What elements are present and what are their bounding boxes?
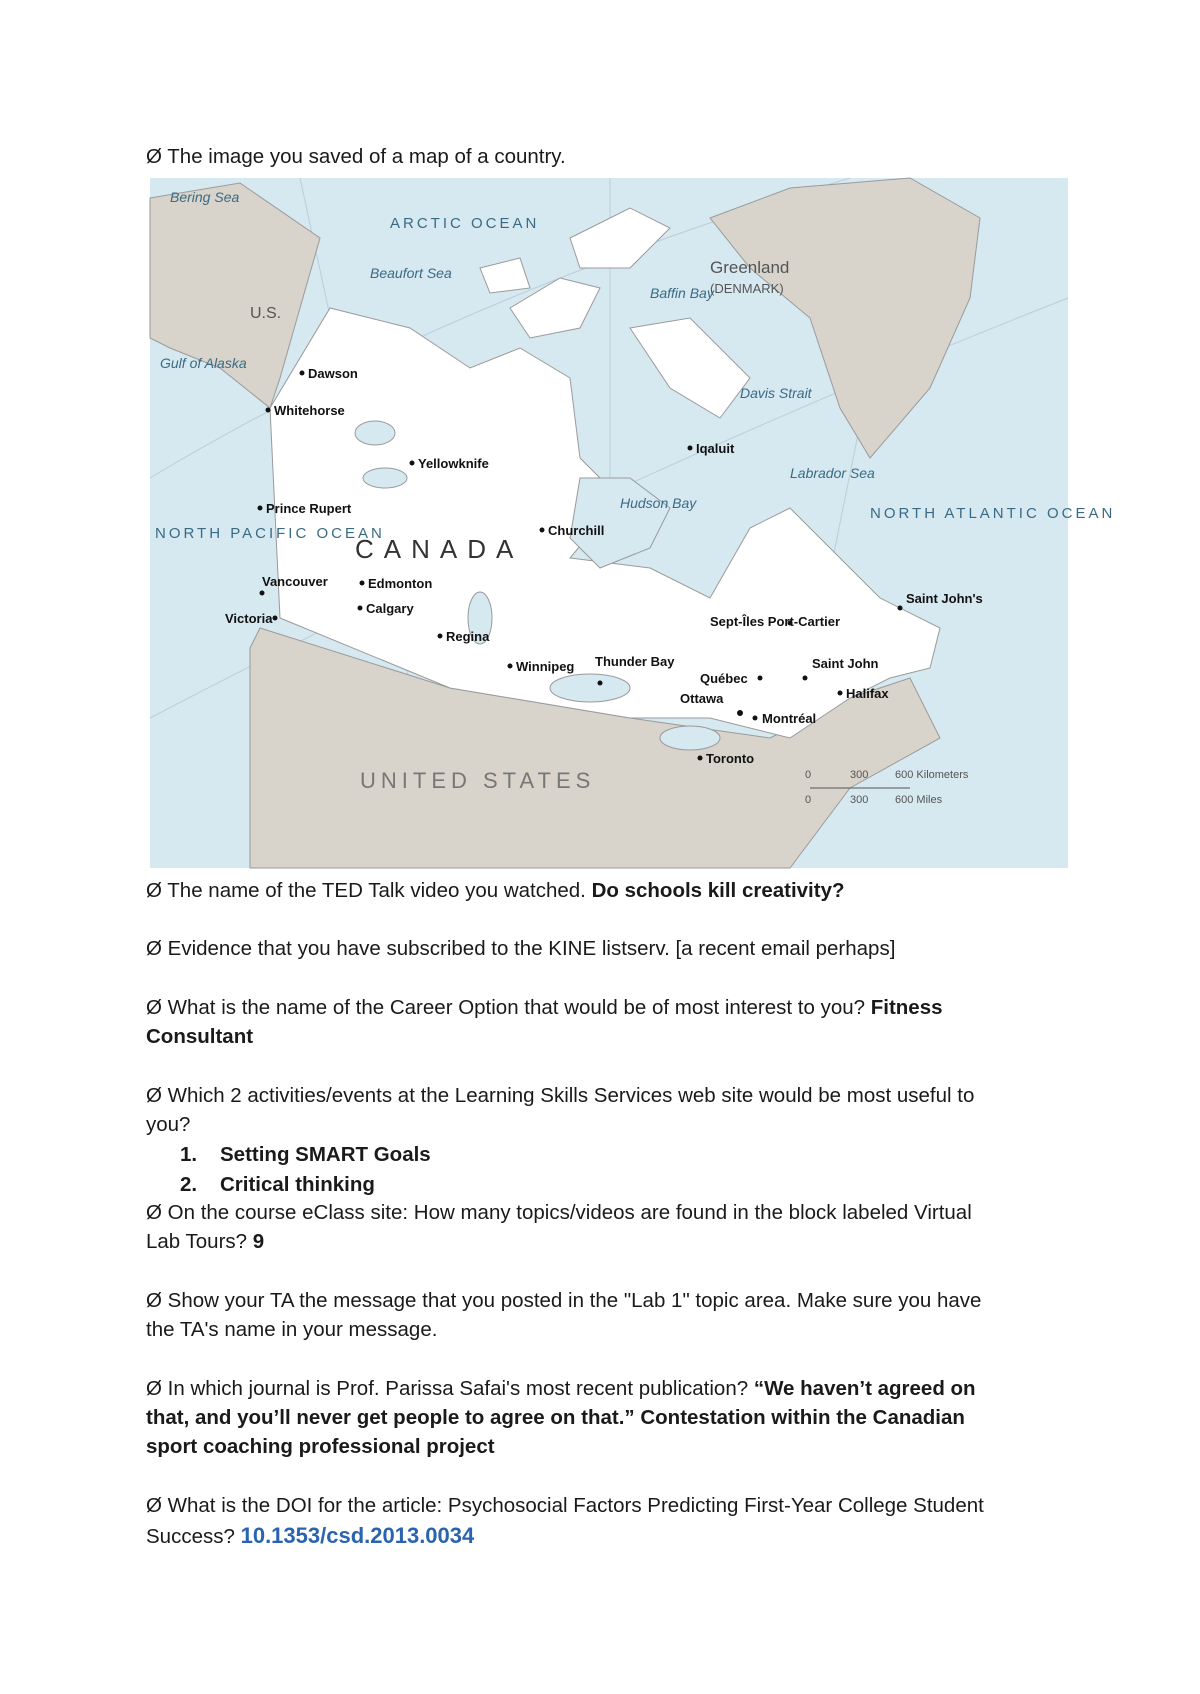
city-quebec: Québec: [700, 671, 748, 686]
city-vancouver: Vancouver: [262, 574, 328, 589]
question-ted: Ø The name of the TED Talk video you watched. Do schools kill creativity?: [146, 879, 845, 902]
city-iqaluit: Iqaluit: [696, 441, 735, 456]
map-label-north-pacific: NORTH PACIFIC OCEAN: [155, 525, 385, 542]
city-thunder-bay: Thunder Bay: [595, 654, 675, 669]
question-text: Show your TA the message that you posted in the "Lab 1" topic area. Make sure you have: [167, 1289, 982, 1312]
answer-text: 9: [252, 1230, 265, 1253]
question-text: Evidence that you have subscribed to the KINE listserv. [a recent email perhaps]: [167, 937, 896, 960]
city-edmonton: Edmonton: [368, 576, 433, 591]
question-text: In which journal is Prof. Parissa Safai's most recent publication?: [167, 1377, 749, 1400]
question-ta-message: Ø Show your TA the message that you posted in the "Lab 1" topic area. Make sure you have: [146, 1289, 982, 1312]
city-saint-johns: Saint John's: [906, 591, 983, 606]
answer-text-cont: that, and you’ll never get people to agree on that.” Contestation within the Canadian: [146, 1406, 965, 1429]
intro-text: The image you saved of a map of a country.: [167, 145, 566, 168]
answer-text: “We haven’t agreed on: [753, 1377, 976, 1400]
lake-huron: [660, 726, 720, 750]
question-text: Which 2 activities/events at the Learning Skills Services web site would be most useful to: [167, 1084, 975, 1107]
list-item: 1. Setting SMART Goals: [180, 1143, 431, 1166]
city-saint-john: Saint John: [812, 656, 879, 671]
question-journal: Ø In which journal is Prof. Parissa Safai's most recent publication? “We haven’t agreed on: [146, 1377, 976, 1400]
city-victoria: Victoria: [225, 611, 273, 626]
question-text: What is the name of the Career Option that would be of most interest to you?: [167, 996, 866, 1019]
city-prince-rupert: Prince Rupert: [266, 501, 352, 516]
map-label-bering-sea: Bering Sea: [170, 189, 240, 205]
city-churchill: Churchill: [548, 523, 605, 538]
map-label-united-states: UNITED STATES: [360, 768, 596, 793]
map-label-baffin-bay: Baffin Bay: [650, 285, 714, 301]
city-calgary: Calgary: [366, 601, 414, 616]
answer-text-cont: sport coaching professional project: [146, 1435, 495, 1458]
question-text: The name of the TED Talk video you watched.: [167, 879, 586, 902]
great-bear-lake: [355, 421, 395, 445]
city-ottawa: Ottawa: [680, 691, 724, 706]
question-text: On the course eClass site: How many topics/videos are found in the block labeled Virtual: [167, 1201, 972, 1224]
svg-text:0: 0: [805, 769, 812, 781]
city-dawson: Dawson: [308, 366, 358, 381]
great-slave-lake: [363, 468, 407, 488]
question-listserv: Ø Evidence that you have subscribed to the KINE listserv. [a recent email perhaps]: [146, 937, 896, 960]
map-label-beaufort-sea: Beaufort Sea: [370, 265, 452, 281]
lake-superior: [550, 674, 630, 702]
question-text-cont: you?: [146, 1113, 191, 1136]
bullet: Ø: [146, 145, 162, 168]
question-text-cont: the TA's name in your message.: [146, 1318, 438, 1341]
city-yellowknife: Yellowknife: [418, 456, 489, 471]
svg-text:300: 300: [850, 769, 869, 781]
map-label-north-atlantic: NORTH ATLANTIC OCEAN: [870, 505, 1116, 522]
canada-map: [150, 178, 1116, 868]
city-whitehorse: Whitehorse: [274, 403, 345, 418]
svg-text:600 Miles: 600 Miles: [895, 794, 943, 806]
map-label-greenland-note: (DENMARK): [710, 281, 784, 296]
city-winnipeg: Winnipeg: [516, 659, 575, 674]
map-label-greenland: Greenland: [710, 258, 790, 277]
svg-text:300: 300: [850, 794, 869, 806]
question-eclass: Ø On the course eClass site: How many topics/videos are found in the block labeled Virtual: [146, 1201, 972, 1224]
city-montreal: Montréal: [762, 711, 817, 726]
question-text: What is the DOI for the article: Psychosocial Factors Predicting First-Year College Student: [167, 1494, 984, 1517]
doi-link[interactable]: 10.1353/csd.2013.0034: [240, 1523, 475, 1548]
question-eclass-cont: Lab Tours? 9: [146, 1230, 265, 1253]
svg-text:0: 0: [805, 794, 812, 806]
question-doi-cont: Success? 10.1353/csd.2013.0034: [146, 1523, 475, 1548]
map-label-canada: CANADA: [355, 534, 524, 564]
city-halifax: Halifax: [846, 686, 889, 701]
city-sept-iles: Sept-Îles Port-Cartier: [710, 614, 841, 629]
answer-text-cont: Consultant: [146, 1025, 254, 1048]
answer-text: Fitness: [870, 996, 943, 1019]
map-label-arctic-ocean: ARCTIC OCEAN: [390, 215, 540, 232]
answer-text: Do schools kill creativity?: [591, 879, 845, 902]
map-label-gulf-of-alaska: Gulf of Alaska: [160, 355, 247, 371]
answer-list: [180, 1140, 431, 1200]
map-label-us: U.S.: [250, 305, 282, 322]
question-doi: Ø What is the DOI for the article: Psychosocial Factors Predicting First-Year College Student: [146, 1494, 984, 1517]
city-regina: Regina: [446, 629, 490, 644]
question-learning-skills: Ø Which 2 activities/events at the Learning Skills Services web site would be most useful to: [146, 1084, 975, 1107]
svg-text:600 Kilometers: 600 Kilometers: [895, 769, 969, 781]
map-label-davis-strait: Davis Strait: [740, 385, 812, 401]
map-label-labrador-sea: Labrador Sea: [790, 465, 875, 481]
city-toronto: Toronto: [706, 751, 755, 766]
list-item: 2. Critical thinking: [180, 1173, 375, 1196]
intro-line: [146, 142, 1076, 172]
map-label-hudson-bay: Hudson Bay: [620, 495, 697, 511]
question-career: Ø What is the name of the Career Option that would be of most interest to you? Fitness: [146, 996, 943, 1019]
